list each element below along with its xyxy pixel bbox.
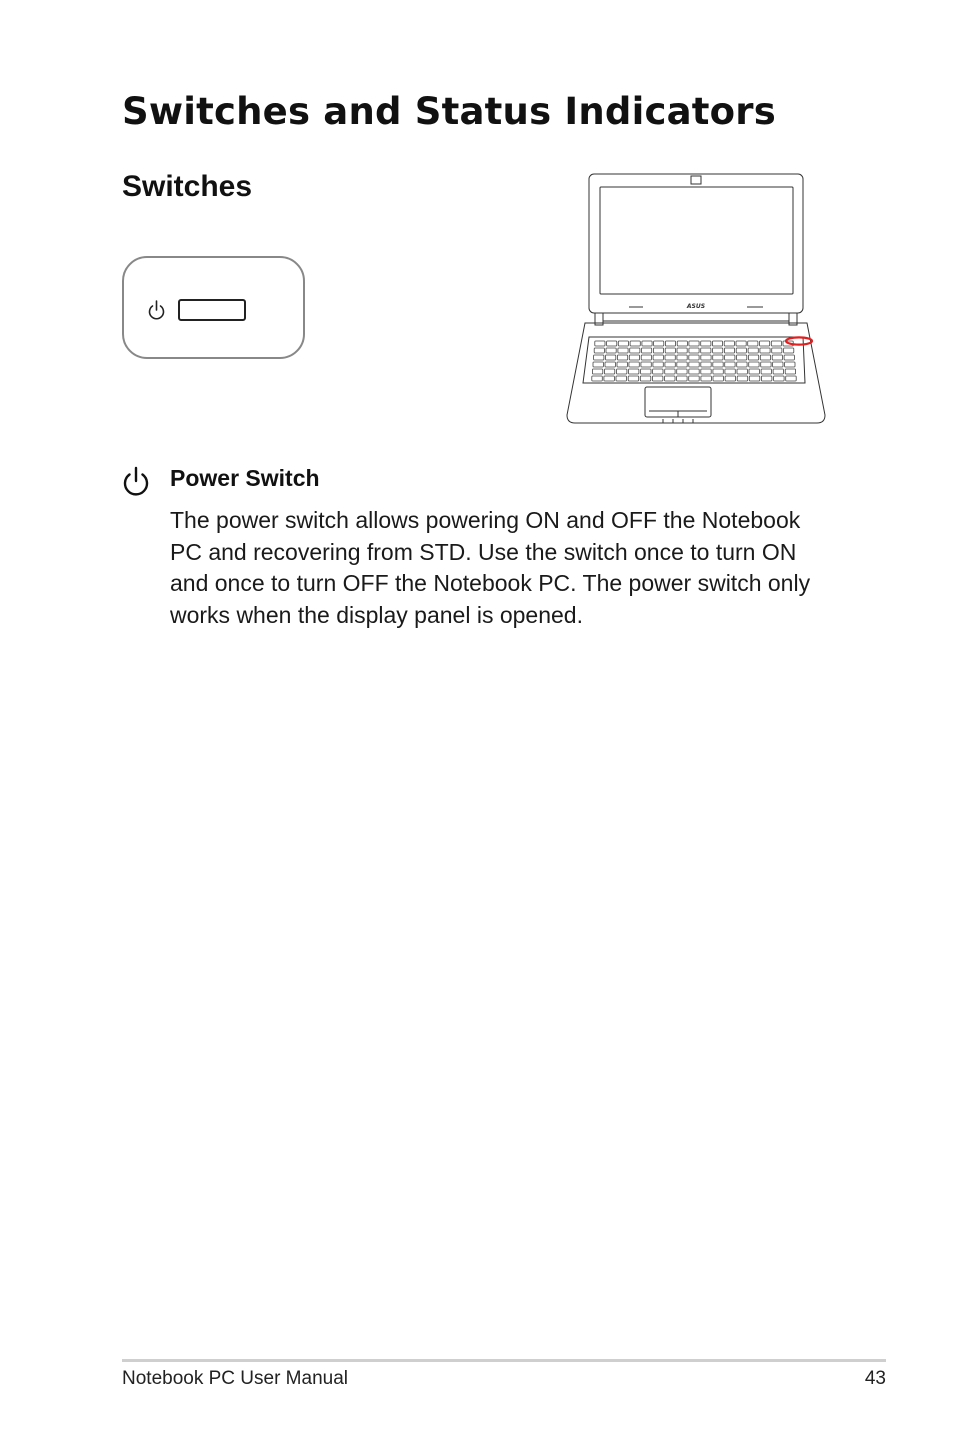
keyboard-key (737, 369, 747, 374)
power-button-shape (179, 300, 245, 320)
keyboard-key (640, 376, 651, 381)
keyboard-key (665, 348, 675, 353)
keyboard-key (617, 362, 627, 367)
keyboard-key (784, 355, 794, 360)
keyboard-key (617, 355, 627, 360)
laptop-illustration (565, 171, 829, 427)
keyboard-key (725, 369, 735, 374)
keyboard-key (689, 376, 700, 381)
keyboard-key (665, 341, 675, 346)
keyboard-key (713, 376, 724, 381)
keyboard-key (677, 341, 687, 346)
keyboard-key (773, 369, 783, 374)
keyboard-key (736, 341, 746, 346)
keyboard-key (713, 362, 723, 367)
keyboard-key (749, 362, 759, 367)
keyboard-key (701, 369, 711, 374)
keyboard-key (652, 376, 663, 381)
keyboard-key (760, 348, 770, 353)
keyboard-key (605, 362, 615, 367)
keyboard-key (701, 355, 711, 360)
keyboard-key (665, 355, 675, 360)
keyboard-key (642, 341, 652, 346)
keyboard-key (629, 369, 639, 374)
section-title: Switches (122, 170, 253, 203)
keyboard-key (713, 348, 723, 353)
keyboard-key (689, 348, 699, 353)
keyboard-key (606, 348, 616, 353)
keyboard-key (628, 376, 639, 381)
footer-manual-title: Notebook PC User Manual (122, 1368, 348, 1389)
keyboard-key (654, 341, 664, 346)
power-switch-title: Power Switch (170, 465, 320, 491)
keyboard-key (724, 348, 734, 353)
keyboard-key (593, 362, 603, 367)
keyboard-key (653, 369, 663, 374)
keyboard-key (653, 355, 663, 360)
keyboard-key (594, 355, 604, 360)
keyboard-key (749, 376, 760, 381)
footer-page-number: 43 (864, 1368, 886, 1389)
keyboard-key (689, 362, 699, 367)
keyboard-keys (592, 341, 796, 381)
keyboard-key (771, 341, 781, 346)
keyboard-key (737, 362, 747, 367)
keyboard-key (760, 341, 770, 346)
keyboard-key (592, 369, 602, 374)
keyboard-key (784, 348, 794, 353)
keyboard-key (737, 355, 747, 360)
keyboard-key (677, 362, 687, 367)
keyboard-key (604, 376, 615, 381)
keyboard-key (677, 376, 688, 381)
keyboard-key (641, 362, 651, 367)
keyboard-key (616, 376, 627, 381)
keyboard-key (737, 376, 748, 381)
keyboard-key (786, 376, 797, 381)
power-icon (120, 465, 152, 499)
keyboard-key (665, 376, 676, 381)
keyboard-key (725, 355, 735, 360)
keyboard-key (665, 362, 675, 367)
keyboard-key (689, 341, 699, 346)
keyboard-key (629, 362, 639, 367)
keyboard-key (774, 376, 785, 381)
keyboard-key (773, 362, 783, 367)
keyboard-key (641, 355, 651, 360)
keyboard-key (629, 355, 639, 360)
keyboard-key (604, 369, 614, 374)
keyboard-key (630, 348, 640, 353)
power-switch-description: The power switch allows powering ON and OFF the Notebook PC and recovering from STD. Use the switch once to turn ON and once to turn OFF the Notebook PC. The power switch only works when the display panel is opened. (170, 507, 811, 629)
power-icon (150, 301, 164, 319)
keyboard-key (712, 341, 722, 346)
keyboard-key (618, 348, 628, 353)
keyboard-key (701, 376, 712, 381)
keyboard-key (617, 369, 627, 374)
keyboard-key (761, 376, 772, 381)
keyboard-key (748, 348, 758, 353)
keyboard-key (642, 348, 652, 353)
keyboard-key (630, 341, 640, 346)
keyboard-key (725, 376, 736, 381)
keyboard-key (736, 348, 746, 353)
keyboard-key (772, 355, 782, 360)
page-title: Switches and Status Indicators (122, 90, 776, 133)
laptop-logo: ASUS (686, 303, 706, 310)
keyboard-key (772, 348, 782, 353)
keyboard-key (701, 348, 711, 353)
keyboard-key (653, 362, 663, 367)
keyboard-key (665, 369, 675, 374)
keyboard-key (606, 355, 616, 360)
keyboard-key (785, 362, 795, 367)
keyboard-key (607, 341, 617, 346)
power-switch-illustration (120, 254, 308, 362)
keyboard-key (724, 341, 734, 346)
keyboard-key (689, 355, 699, 360)
keyboard-key (677, 369, 687, 374)
keyboard-key (760, 355, 770, 360)
keyboard-key (595, 341, 605, 346)
keyboard-key (618, 341, 628, 346)
keyboard-key (689, 369, 699, 374)
keyboard-key (725, 362, 735, 367)
keyboard-key (761, 369, 771, 374)
keyboard-key (748, 341, 758, 346)
keyboard-key (748, 355, 758, 360)
keyboard-key (594, 348, 604, 353)
keyboard-key (653, 348, 663, 353)
keyboard-key (677, 348, 687, 353)
footer-divider (122, 1359, 886, 1362)
keyboard-key (677, 355, 687, 360)
keyboard-key (592, 376, 603, 381)
keyboard-key (641, 369, 651, 374)
keyboard-key (749, 369, 759, 374)
keyboard-key (701, 362, 711, 367)
keyboard-key (785, 369, 795, 374)
keyboard-key (761, 362, 771, 367)
keyboard-key (713, 355, 723, 360)
keyboard-key (713, 369, 723, 374)
keyboard-key (701, 341, 711, 346)
